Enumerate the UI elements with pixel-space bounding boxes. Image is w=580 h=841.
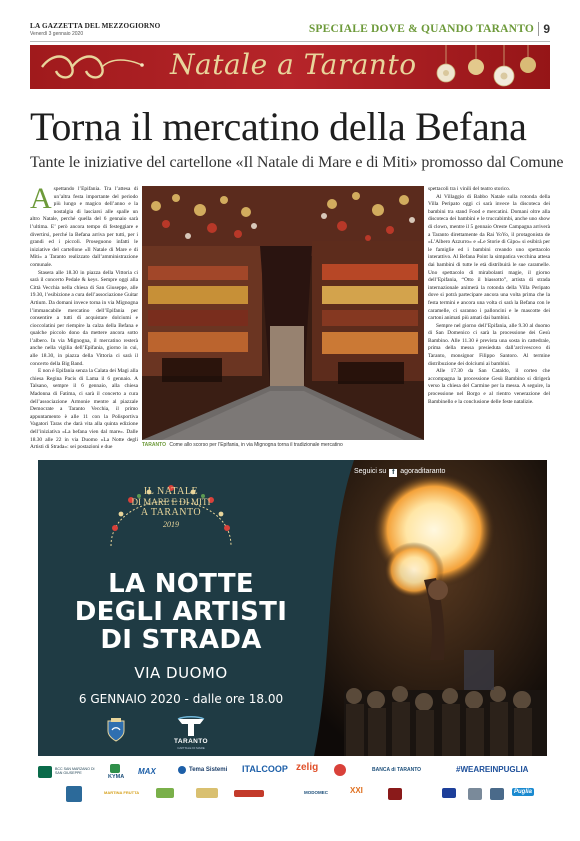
sponsor-martina-frutta: MARTINA FRUTTA (104, 790, 140, 795)
advert-street: VIA DUOMO (134, 664, 228, 682)
paragraph (30, 186, 138, 270)
advert-headline-line-3: DI STRADA (100, 625, 262, 655)
sponsor-tema: Tema Sistemi (189, 767, 228, 773)
logo-line-2: DI MARE E DI MITI (131, 497, 211, 507)
banner-title: Natale a Taranto (170, 48, 417, 81)
region-crest-icon (468, 788, 482, 800)
city-crest-icon (106, 718, 126, 742)
sponsor-gold-logo-icon (196, 788, 218, 798)
masthead (30, 22, 550, 42)
paragraph-text: spettando l’Epifania. Tra l’attesa di un’altra festa importante del periodo più lungo e magico dell’anno e la nostalgia di lasciarsi alle spalle un altro Natale, perché quella del 6 gennaio sarà l’ultima. E’ però ancora tempo di festeggiare e divertirsi, perché la Befana arriva per tutti, per i grandi ed i piccoli. Proseguono infatti le iniziative del cartellone «Il Natale di Mare e di Miti» a Taranto realizzato dall’amministrazione comunale. (30, 186, 138, 268)
caption-tag: TARANTO (142, 442, 166, 448)
article-subheadline: Tante le iniziative del cartellone «Il Natale di Mare e di Miti» promosso dal Comune (30, 154, 564, 171)
sponsor-max: MAX (138, 767, 156, 776)
sponsor-kyma: KYMA (108, 774, 125, 780)
tema-logo-icon (178, 766, 186, 774)
taranto-city-logo (166, 716, 216, 750)
natale-logo (101, 476, 241, 554)
sponsor-red-logo-icon (334, 764, 346, 776)
sponsor-red-banner-icon (234, 790, 264, 797)
christmas-baubles-icon (424, 45, 544, 89)
article-column-1 (30, 186, 138, 454)
gold-swirl-ornament-icon (38, 51, 148, 83)
facebook-icon: f (389, 469, 397, 477)
sponsor-crest-icon (388, 788, 402, 800)
logo-line-1: IL NATALE (143, 486, 199, 497)
taranto-tagline: CAPITALE DI MARE (177, 746, 205, 750)
sponsor-puglia: Puglia (514, 789, 533, 795)
sponsor-green-logo-icon (156, 788, 174, 798)
sponsor-weareinpuglia: #WEAREINPUGLIA (456, 765, 529, 774)
market-photo (142, 186, 424, 440)
paragraph: Stasera alle 18.30 in piazza della Vittoria ci sarà il concerto Pedale & keys. Sempre oggi alla Città Vecchia nella chiesa di San Giuseppe, alle 19.30, l’esibizione a cura dell’associazione Guitar Artium. Da domani invece torna in via Mignogna l’immancabile mercatino dell’Epifania per consentire a tutti di acquistare dolciumi e cioccolatini per riempire la calza della Befana e qualche piccolo dono da mettere ancora sotto l’albero. In via Mignogna, il mercatino resterà anche nella vigilia dell’Epifania, giorno in cui, alle 18.30, in piazza della Vittoria ci sarà il concerto della Big Band. (30, 269, 138, 367)
taranto-t-icon (166, 716, 216, 738)
advert-headline (66, 570, 296, 654)
newspaper-name: LA GAZZETTA DEL MEZZOGIORNO (30, 22, 161, 30)
sponsor-bcc: BCC SAN MARZANO DI SAN GIUSEPPE (55, 767, 95, 775)
paragraph: Al Villaggio di Babbo Natale sulla rotonda della Villa Peripato oggi ci sarà invece la discoteca dei bambini tra stand Food e mercatini. Domani oltre alla discoteca dei bambini e le truccabimbi, anche uno show di clown, mentre il 5 gennaio Oreste Campagna arriverà a Taranto direttamente da Rai YoYo, il protagonista de «L’Albero Azzurro» e «Le Storie di Gipo» si esibirà per le famiglie ed i bambini creando uno spettacolo interattivo. Al Befana Point la simpatica vecchina attesa dai bambini di tutte le età distribuirà le sue caramelle. Uno spettacolo di mirabolanti magie, il giorno dell’Epifania, “Otto il biassotto”, artista di strada internazionale animerà la rotonda della Villa Peripato dove si potrà partecipare ancora una volta prima che la festa termini e ancora una volta ci sarà la Befana con le caramelle, ci saranno i palloncini e le mascotte dei cartoni animati più amati dai bambini. (428, 193, 550, 322)
fire-breather-photo (314, 460, 547, 756)
article-column-2 (428, 186, 550, 454)
sponsor-strip (38, 762, 547, 812)
paragraph: Sempre nel giorno dell’Epifania, alle 9.30 al duomo di San Domenico ci sarà la processione dei Gesù Bambino. Alle 11.30 è prevista una sosta in cattedrale, prima della messa presieduta dall’arcivescovo di Taranto, monsignor Filippo Santoro. Al termine distribuzione dei dolciumi ai bambini. (428, 322, 550, 367)
bcc-logo-icon (38, 766, 52, 778)
section-title: SPECIALE DOVE & QUANDO TARANTO (308, 23, 534, 35)
advert-headline-line-1: LA NOTTE (108, 569, 254, 599)
paragraph: E non è Epifania senza la Calata dei Magi alla chiesa Regina Pacis di Lama il 6 gennaio. A Talsano, sempre il 6 gennaio, alla chiesa Madonna di Fatima, ci sarà il concerto a cura dell’associazione Armonie mentre al piazzale Democrate a Taranto Vecchia, il primo appuntamento è alle 11 con la Polisportiva Vagatori Taras che darà vita alla quinta edizione dell’iniziativa «La befana vien dal mare». Dalle 18.30 alle 22 in via Duomo «La Notte degli Artisti di Strada»: sei postazioni e due (30, 368, 138, 451)
social-follow (354, 468, 445, 477)
issue-date: Venerdì 3 gennaio 2020 (30, 31, 84, 37)
page-number: 9 (538, 22, 550, 36)
sponsor-modomec: MODOMEC (304, 790, 328, 795)
eu-flag-icon (442, 788, 456, 798)
social-handle: agoraditaranto (400, 468, 446, 475)
article-headline: Torna il mercatino della Befana (30, 104, 527, 149)
social-follow-text: Seguici su (354, 468, 387, 475)
taranto-wordmark: TARANTO (174, 738, 208, 745)
dropcap: A (30, 186, 52, 215)
sponsor-shield-icon (66, 786, 82, 802)
sponsor-italcoop: ITALCOOP (242, 764, 288, 774)
paragraph: Alle 17.30 da San Cataldo, il corteo che accompagna la processione Gesù Bambino si dirigerà verso la chiesa del Carmine per la messa. A seguire, la processione nel Borgo e al rientro venerazione del Bambinello e la conclusione delle feste natalizie. (428, 368, 550, 405)
photo-caption (142, 442, 432, 448)
ministry-logo-icon (490, 788, 504, 800)
sponsor-xxi: XXI (350, 786, 363, 795)
logo-year: 2019 (163, 520, 179, 529)
section-banner (30, 45, 550, 89)
advert-date: 6 GENNAIO 2020 - dalle ore 18.00 (78, 692, 284, 706)
logo-line-3: A TARANTO (140, 507, 202, 518)
sponsor-banca: BANCA di TARANTO (372, 767, 422, 773)
sponsor-zelig: zelig (296, 762, 319, 773)
paragraph: spettacoli tra i vinili del teatro storico. (428, 186, 511, 192)
market-stalls-illustration (142, 186, 424, 440)
kyma-logo-icon (110, 764, 120, 773)
advert-headline-line-2: DEGLI ARTISTI (74, 597, 288, 627)
caption-text: Come allo scorso per l’Epifania, in via Mignogna torna il tradizionale mercatino (169, 442, 343, 448)
